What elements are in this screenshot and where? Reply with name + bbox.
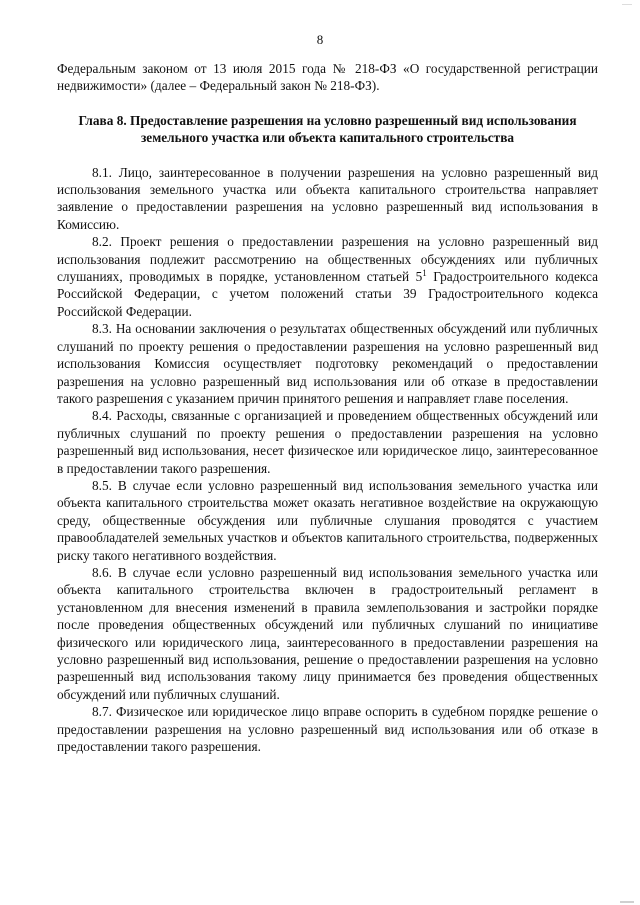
- paragraph-8-6: 8.6. В случае если условно разрешенный вид использования земельного участка или объекта капитального строительства включен в градостроительный регламент в установленном для внесения изменений в правила землепользования и застройки порядке после проведения общественных обсуждений или публичных слушаний по инициативе физического или юридического лица, заинтересованного в предоставлении разрешения на условно разрешенный вид использования, решение о предоставлении разрешения на условно разрешенный вид использования такому лицу принимается без проведения общественных обсуждений или публичных слушаний.: [57, 564, 598, 702]
- document-body: [57, 60, 598, 755]
- superscript-article-number: 1: [422, 268, 427, 279]
- paragraph-8-4: 8.4. Расходы, связанные с организацией и проведением общественных обсуждений или публичных слушаний по проекту решения о предоставлении разрешения на условно разрешенный вид использования, несет физическое или юридическое лицо, заинтересованное в предоставлении такого разрешения.: [57, 408, 598, 476]
- chapter-heading: Глава 8. Предоставление разрешения на условно разрешенный вид использования земельного участка или объекта капитального строительства: [78, 112, 577, 146]
- paragraph-8-5: 8.5. В случае если условно разрешенный вид использования земельного участка или объекта капитального строительства может оказать негативное воздействие на окружающую среду, общественные обсуждения или публичные слушания проводятся с участием правообладателей земельных участков и объектов капитального строительства, подверженных риску такого негативного воздействия.: [57, 477, 598, 563]
- paragraph-8-2-text-end: Градостроительного кодекса Российской Федерации, с учетом положений статьи 39 Градостроительного кодекса Российской Федерации.: [57, 269, 599, 319]
- scan-artifact-bottom: [620, 901, 634, 903]
- scan-artifact-top: [622, 4, 632, 5]
- paragraph-8-3: 8.3. На основании заключения о результатах общественных обсуждений или публичных слушаний по проекту решения о предоставлении разрешения на условно разрешенный вид использования Комиссия осуществляет подготовку рекомендаций о предоставлении разрешения на условно разрешенный вид использования или об отказе в предоставлении такого разрешения с указанием причин принятого решения и направляет главе поселения.: [57, 321, 598, 406]
- page-number: 8: [316, 32, 324, 47]
- paragraph-8-2: [57, 233, 598, 320]
- paragraph-8-7: 8.7. Физическое или юридическое лицо вправе оспорить в судебном порядке решение о предоставлении разрешения на условно разрешенный вид использования или об отказе в предоставлении такого разрешения.: [57, 704, 598, 755]
- intro-paragraph: Федеральным законом от 13 июля 2015 года № 218-ФЗ «О государственной регистрации недвижимости» (далее – Федеральный закон № 218-ФЗ).: [57, 61, 598, 94]
- paragraph-8-1: 8.1. Лицо, заинтересованное в получении разрешения на условно разрешенный вид использования земельного участка или объекта капитального строительства направляет заявление о предоставлении разрешения на условно разрешенный вид использования в Комиссию.: [57, 164, 598, 232]
- paragraph-8-2-text-start: 8.2. Проект решения о предоставлении разрешения на условно разрешенный вид использования подлежит рассмотрению на общественных обсуждениях или публичных слушаниях, проводимых в порядке, установленном статьей 5: [57, 234, 598, 285]
